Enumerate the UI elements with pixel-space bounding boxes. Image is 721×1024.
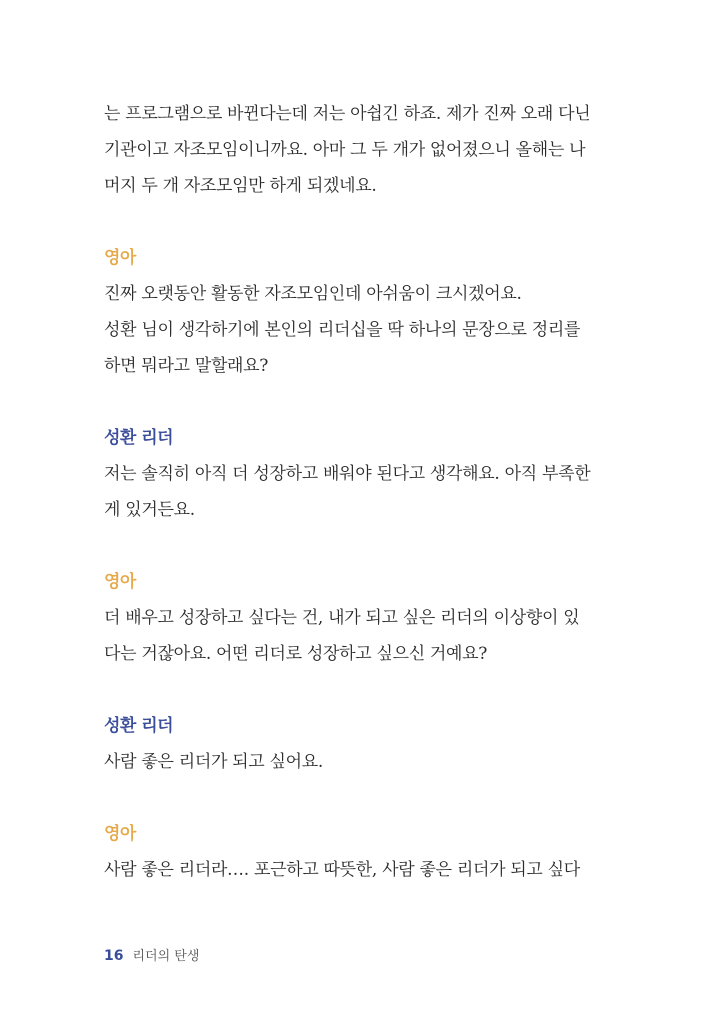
spacer xyxy=(104,528,604,564)
paragraph-line: 하면 뭐라고 말할래요? xyxy=(104,356,269,376)
spacer xyxy=(104,672,604,708)
speaker-label-interviewer: 영아 xyxy=(104,824,136,844)
paragraph-line: 사람 좋은 리더라…. 포근하고 따뜻한, 사람 좋은 리더가 되고 싶다 xyxy=(104,860,580,880)
page-number: 16 xyxy=(104,948,124,964)
page-footer xyxy=(104,945,199,969)
speaker-label-interviewer: 영아 xyxy=(104,248,136,268)
speaker-label-leader: 성환 리더 xyxy=(104,716,174,736)
speaker-label-leader: 성환 리더 xyxy=(104,428,174,448)
paragraph-line: 는 프로그램으로 바뀐다는데 저는 아쉽긴 하죠. 제가 진짜 오래 다닌 xyxy=(104,104,591,124)
paragraph-line: 사람 좋은 리더가 되고 싶어요. xyxy=(104,752,323,772)
spacer xyxy=(104,780,604,816)
spacer xyxy=(104,204,604,240)
paragraph-line: 더 배우고 성장하고 싶다는 건, 내가 되고 싶은 리더의 이상향이 있 xyxy=(104,608,580,628)
text-column xyxy=(104,96,604,888)
paragraph-line: 게 있거든요. xyxy=(104,500,195,520)
paragraph-line: 머지 두 개 자조모임만 하게 되겠네요. xyxy=(104,176,377,196)
speaker-label-interviewer: 영아 xyxy=(104,572,136,592)
paragraph-line: 다는 거잖아요. 어떤 리더로 성장하고 싶으신 거예요? xyxy=(104,644,488,664)
paragraph-line: 진짜 오랫동안 활동한 자조모임인데 아쉬움이 크시겠어요. xyxy=(104,284,522,304)
spacer xyxy=(104,384,604,420)
paragraph-line: 저는 솔직히 아직 더 성장하고 배워야 된다고 생각해요. 아직 부족한 xyxy=(104,464,591,484)
paragraph-line: 성환 님이 생각하기에 본인의 리더십을 딱 하나의 문장으로 정리를 xyxy=(104,320,581,340)
paragraph-line: 기관이고 자조모임이니까요. 아마 그 두 개가 없어졌으니 올해는 나 xyxy=(104,140,586,160)
running-title: 리더의 탄생 xyxy=(132,949,200,964)
